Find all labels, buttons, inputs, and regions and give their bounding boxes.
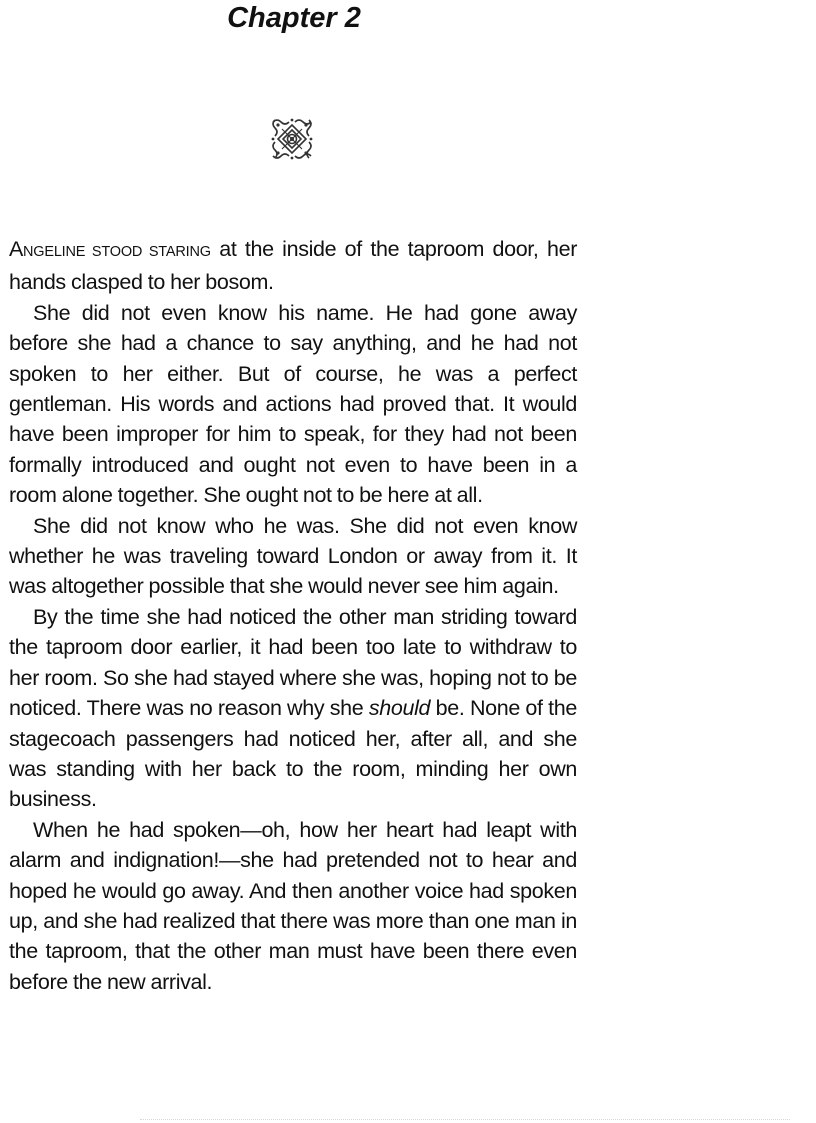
paragraph: She did not even know his name. He had gone away before she had a chance to say anything, and he had not spoken to her either. But of course, he was a perfect gentleman. His words and actions had proved that. It would have been improper for him to speak, for they had not been formally introduced and ought not even to have been in a room alone together. She ought not to be here at all. (9, 300, 577, 508)
paragraph (9, 602, 577, 815)
floral-ornament-icon (269, 116, 315, 162)
page-bottom-rule (140, 1119, 790, 1120)
paragraph-text: By the time she had noticed the other man striding toward the taproom door earlier, it had been too late to withdraw to her room. So she had stayed where she was, hoping not to be noticed. There was no reason why she (9, 604, 577, 721)
paragraph: She did not know who he was. She did not even know whether he was traveling toward London or away from it. It was altogether possible that she would never see him again. (9, 513, 577, 599)
chapter-body (9, 234, 577, 997)
paragraph-text: be. None of the stagecoach passengers had noticed her, after all, and she was standing with her back to the room, minding her own business. (9, 696, 577, 812)
paragraph-text: at the inside of the taproom door, her hands clasped to her bosom. (9, 237, 578, 295)
paragraph: When he had spoken—oh, how her heart had leapt with alarm and indignation!—she had pretended not to hear and hoped he would go away. And then another voice had spoken up, and she had realized that there was more than one man in the taproom, that the other man must have been there even before the new arrival. (9, 817, 577, 994)
lead-initial: A (9, 237, 23, 261)
lead-small-caps: NGELINE STOOD STARING (23, 244, 211, 260)
chapter-title: Chapter 2 (227, 2, 361, 34)
paragraph (9, 234, 577, 298)
emphasis-text: should (368, 696, 431, 721)
